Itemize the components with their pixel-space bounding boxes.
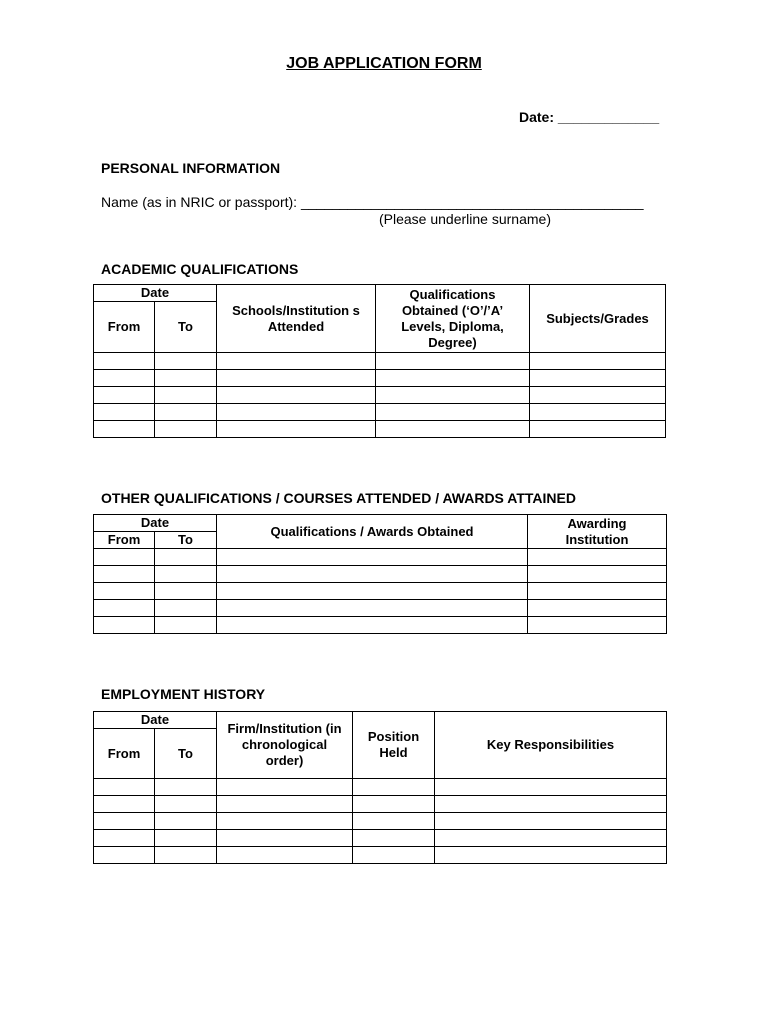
qualifications-obtained-header: Qualifications Obtained (‘O’/’A’ Levels, Diploma, Degree) <box>376 285 530 353</box>
date-header: Date <box>94 285 217 302</box>
date-blank[interactable]: _____________ <box>557 109 660 125</box>
table-row <box>94 404 666 421</box>
name-field[interactable] <box>101 194 644 210</box>
other-qualifications-table <box>93 514 667 634</box>
firm-institution-header: Firm/Institution (in chronological order) <box>217 712 353 779</box>
employment-history-table <box>93 711 667 864</box>
position-held-header: Position Held <box>353 712 435 779</box>
date-header: Date <box>94 712 217 729</box>
academic-qualifications-heading: ACADEMIC QUALIFICATIONS <box>101 261 299 277</box>
name-label: Name (as in NRIC or passport): <box>101 194 298 210</box>
schools-attended-header: Schools/Institution s Attended <box>217 285 376 353</box>
table-row <box>94 370 666 387</box>
table-row <box>94 421 666 438</box>
table-row <box>94 779 667 796</box>
qualifications-awards-header: Qualifications / Awards Obtained <box>217 515 528 549</box>
form-title: JOB APPLICATION FORM <box>286 55 482 72</box>
table-row <box>94 617 667 634</box>
table-row <box>94 830 667 847</box>
date-field[interactable] <box>519 109 659 125</box>
from-header: From <box>94 302 155 353</box>
table-row <box>94 847 667 864</box>
name-blank[interactable]: ____________________________________________ <box>300 194 644 210</box>
from-header: From <box>94 532 155 549</box>
table-row <box>94 600 667 617</box>
to-header: To <box>155 729 217 779</box>
table-row <box>94 583 667 600</box>
key-responsibilities-header: Key Responsibilities <box>435 712 667 779</box>
other-rows <box>94 549 667 634</box>
table-row <box>94 813 667 830</box>
personal-information-heading: PERSONAL INFORMATION <box>101 160 281 176</box>
employment-history-heading: EMPLOYMENT HISTORY <box>101 686 266 702</box>
table-row <box>94 796 667 813</box>
table-row <box>94 353 666 370</box>
table-row <box>94 387 666 404</box>
table-row <box>94 549 667 566</box>
from-header: From <box>94 729 155 779</box>
academic-rows <box>94 353 666 438</box>
name-hint: (Please underline surname) <box>379 211 551 227</box>
to-header: To <box>155 302 217 353</box>
subjects-grades-header: Subjects/Grades <box>530 285 666 353</box>
other-qualifications-heading: OTHER QUALIFICATIONS / COURSES ATTENDED / AWARDS ATTAINED <box>101 490 576 506</box>
date-label: Date: <box>519 109 555 125</box>
employment-rows <box>94 779 667 864</box>
to-header: To <box>155 532 217 549</box>
table-row <box>94 566 667 583</box>
awarding-institution-header: Awarding Institution <box>528 515 667 549</box>
date-header: Date <box>94 515 217 532</box>
academic-qualifications-table <box>93 284 666 438</box>
